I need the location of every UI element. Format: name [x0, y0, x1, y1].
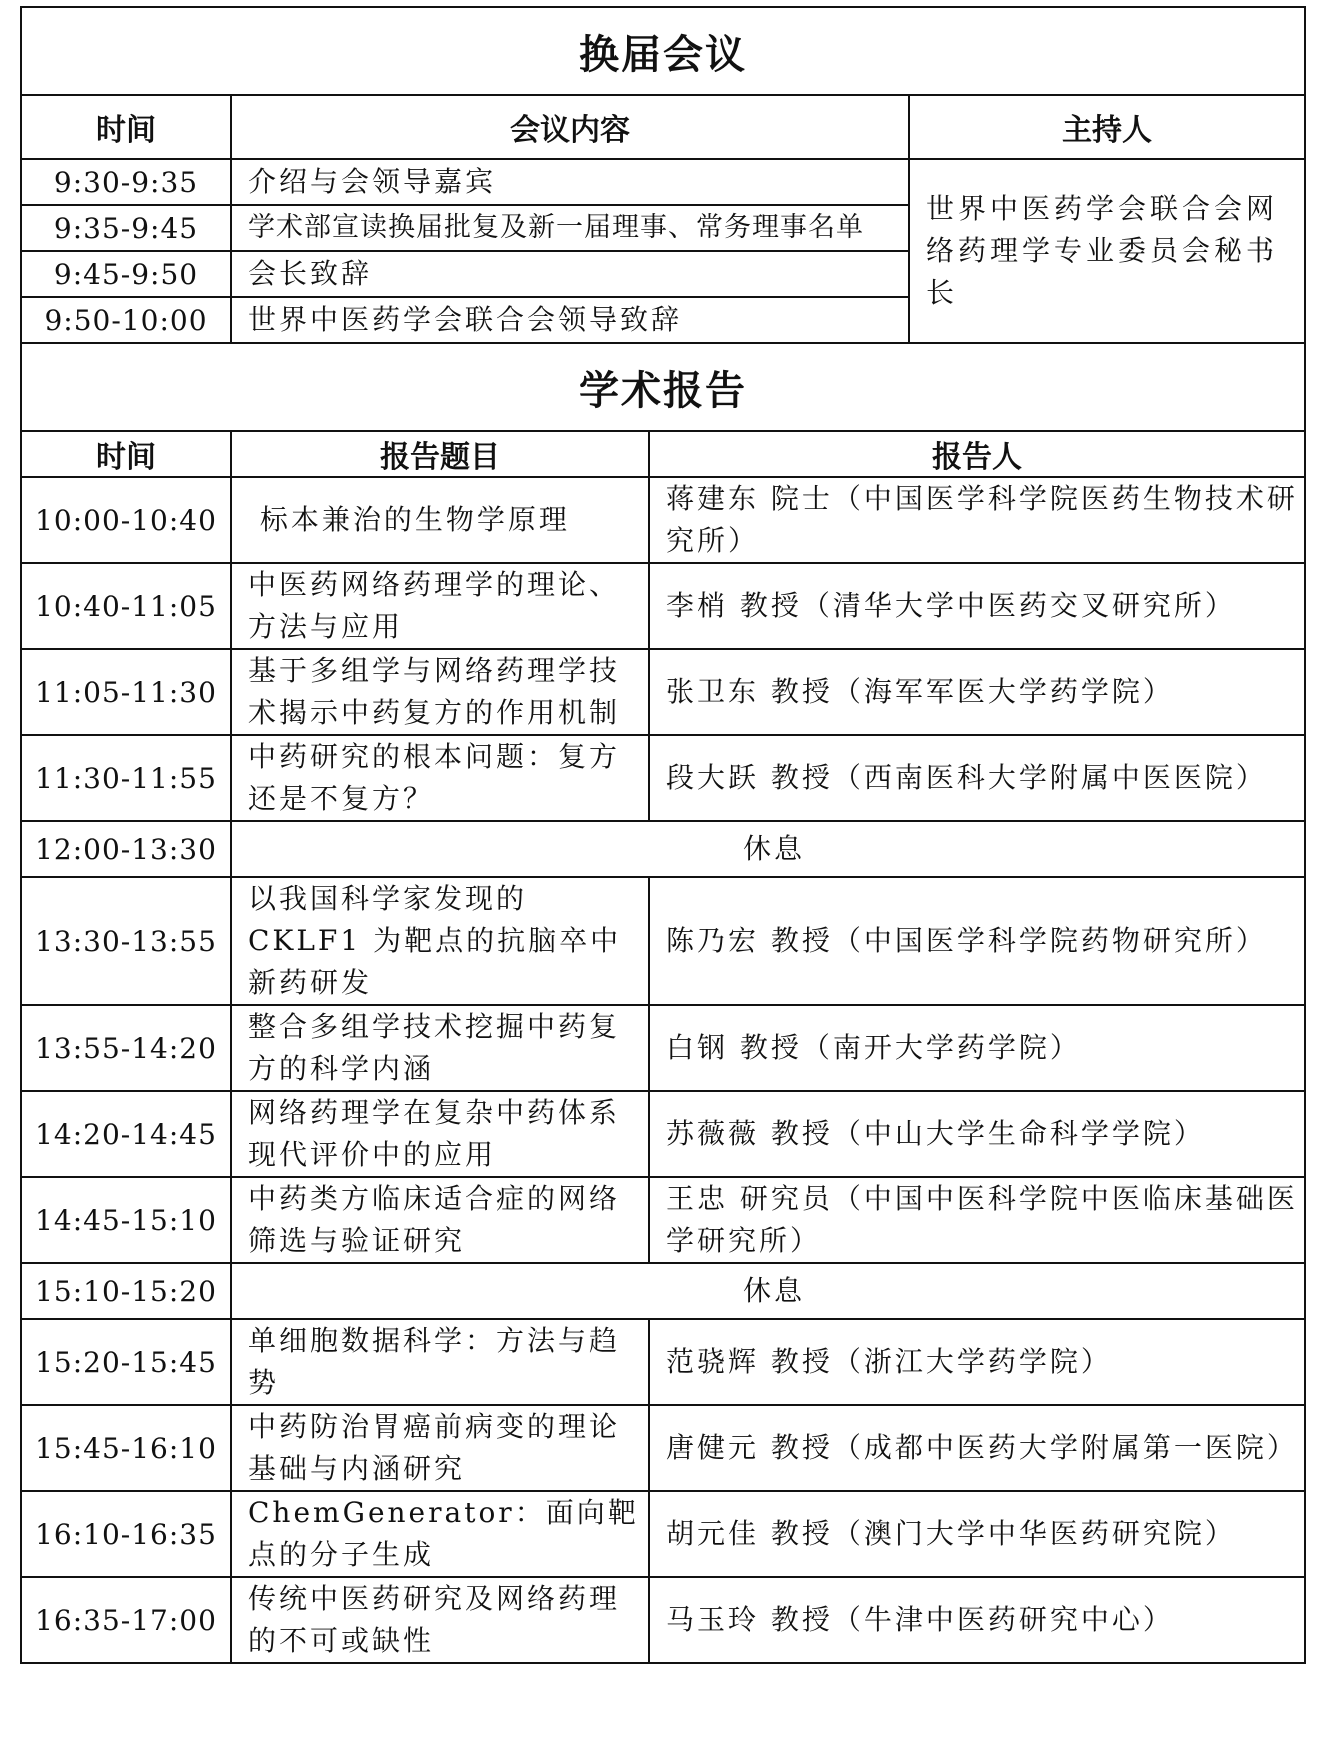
topic-cell: 中药防治胃癌前病变的理论基础与内涵研究: [231, 1405, 649, 1491]
topic-cell: ChemGenerator：面向靶点的分子生成: [231, 1491, 649, 1577]
topic-cell: 中药研究的根本问题：复方还是不复方？: [231, 735, 649, 821]
speaker-cell: 马玉玲 教授（牛津中医药研究中心）: [649, 1577, 1305, 1663]
time-cell: 13:30-13:55: [21, 877, 231, 1005]
topic-cell: 以我国科学家发现的 CKLF1 为靶点的抗脑卒中新药研发: [231, 877, 649, 1005]
table-row: [21, 1405, 1305, 1491]
speaker-cell: 段大跃 教授（西南医科大学附属中医医院）: [649, 735, 1305, 821]
break-cell: 休息: [231, 821, 1305, 877]
speaker-cell: 李梢 教授（清华大学中医药交叉研究所）: [649, 563, 1305, 649]
speaker-cell: 白钢 教授（南开大学药学院）: [649, 1005, 1305, 1091]
section-title-reports: 学术报告: [21, 343, 1305, 431]
speaker-cell: 唐健元 教授（成都中医药大学附属第一医院）: [649, 1405, 1305, 1491]
table-row: [21, 1319, 1305, 1405]
topic-cell: 网络药理学在复杂中药体系现代评价中的应用: [231, 1091, 649, 1177]
header-time: 时间: [21, 431, 231, 477]
time-cell: 14:20-14:45: [21, 1091, 231, 1177]
table-row: [21, 735, 1305, 821]
time-cell: 15:10-15:20: [21, 1263, 231, 1319]
table-row: [21, 1577, 1305, 1663]
speaker-cell: 蒋建东 院士（中国医学科学院医药生物技术研究所）: [649, 477, 1305, 563]
topic-cell: 标本兼治的生物学原理: [231, 477, 649, 563]
time-cell: 15:20-15:45: [21, 1319, 231, 1405]
speaker-cell: 范骁辉 教授（浙江大学药学院）: [649, 1319, 1305, 1405]
content-cell: 介绍与会领导嘉宾: [231, 159, 909, 205]
time-cell: 16:35-17:00: [21, 1577, 231, 1663]
topic-cell: 中医药网络药理学的理论、方法与应用: [231, 563, 649, 649]
table-row: [21, 1005, 1305, 1091]
header-host: 主持人: [909, 95, 1305, 159]
table-row: [21, 1177, 1305, 1263]
schedule-table: [20, 6, 1306, 1664]
time-cell: 11:05-11:30: [21, 649, 231, 735]
content-cell: 世界中医药学会联合会领导致辞: [231, 297, 909, 343]
header-speaker: 报告人: [649, 431, 1305, 477]
table-row: [21, 159, 1305, 205]
break-cell: 休息: [231, 1263, 1305, 1319]
topic-cell: 中药类方临床适合症的网络筛选与验证研究: [231, 1177, 649, 1263]
time-cell: 16:10-16:35: [21, 1491, 231, 1577]
speaker-cell: 王忠 研究员（中国中医科学院中医临床基础医学研究所）: [649, 1177, 1305, 1263]
time-cell: 13:55-14:20: [21, 1005, 231, 1091]
table-row: [21, 877, 1305, 1005]
time-cell: 9:50-10:00: [21, 297, 231, 343]
section-title-election: 换届会议: [21, 7, 1305, 95]
host-cell: 世界中医药学会联合会网络药理学专业委员会秘书长: [909, 159, 1305, 343]
topic-cell: 整合多组学技术挖掘中药复方的科学内涵: [231, 1005, 649, 1091]
time-cell: 11:30-11:55: [21, 735, 231, 821]
table-row: [21, 477, 1305, 563]
time-cell: 15:45-16:10: [21, 1405, 231, 1491]
header-time: 时间: [21, 95, 231, 159]
speaker-cell: 苏薇薇 教授（中山大学生命科学学院）: [649, 1091, 1305, 1177]
break-row: [21, 1263, 1305, 1319]
speaker-cell: 张卫东 教授（海军军医大学药学院）: [649, 649, 1305, 735]
table-row: [21, 1491, 1305, 1577]
time-cell: 9:30-9:35: [21, 159, 231, 205]
time-cell: 9:45-9:50: [21, 251, 231, 297]
topic-cell: 单细胞数据科学：方法与趋势: [231, 1319, 649, 1405]
time-cell: 9:35-9:45: [21, 205, 231, 251]
topic-cell: 传统中医药研究及网络药理的不可或缺性: [231, 1577, 649, 1663]
time-cell: 10:00-10:40: [21, 477, 231, 563]
break-row: [21, 821, 1305, 877]
speaker-cell: 陈乃宏 教授（中国医学科学院药物研究所）: [649, 877, 1305, 1005]
header-content: 会议内容: [231, 95, 909, 159]
table-row: [21, 1091, 1305, 1177]
table-row: [21, 563, 1305, 649]
time-cell: 14:45-15:10: [21, 1177, 231, 1263]
speaker-cell: 胡元佳 教授（澳门大学中华医药研究院）: [649, 1491, 1305, 1577]
time-cell: 10:40-11:05: [21, 563, 231, 649]
topic-cell: 基于多组学与网络药理学技术揭示中药复方的作用机制: [231, 649, 649, 735]
time-cell: 12:00-13:30: [21, 821, 231, 877]
content-cell: 会长致辞: [231, 251, 909, 297]
table-row: [21, 649, 1305, 735]
schedule-document: [20, 6, 1304, 1664]
content-cell: 学术部宣读换届批复及新一届理事、常务理事名单: [231, 205, 909, 251]
header-topic: 报告题目: [231, 431, 649, 477]
